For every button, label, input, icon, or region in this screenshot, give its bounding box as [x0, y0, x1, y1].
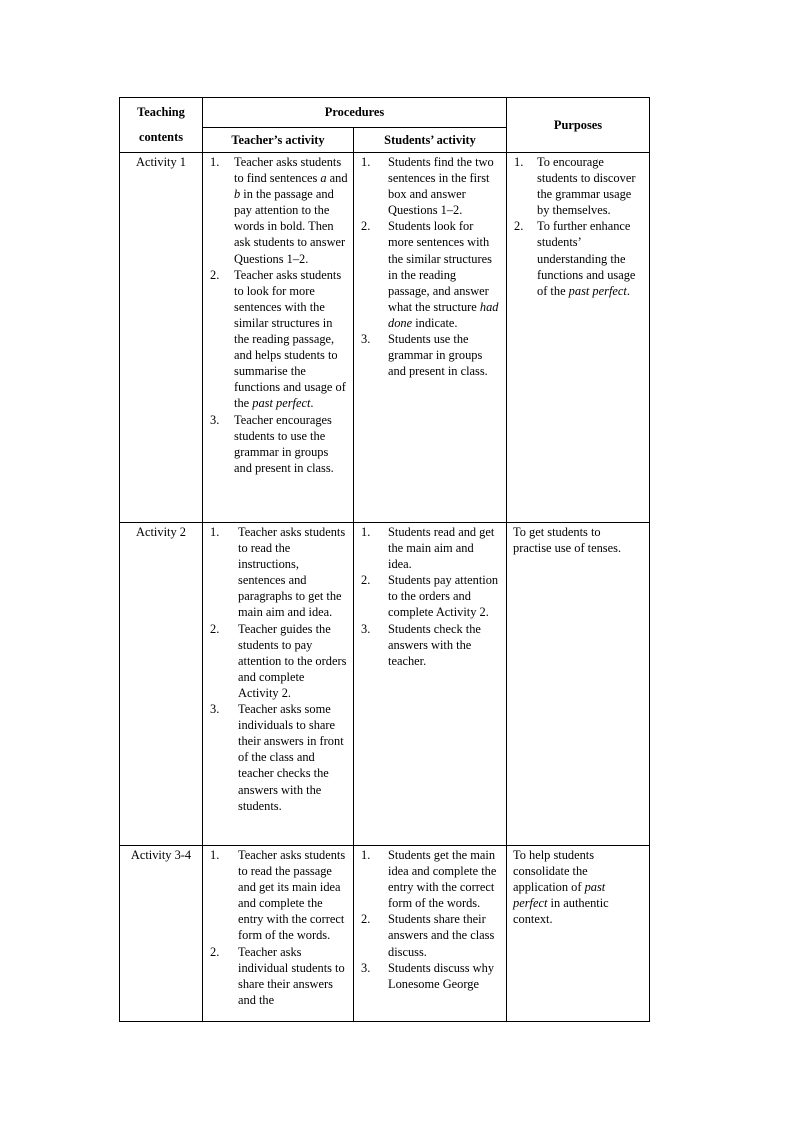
- list-item: 2. Students share their answers and the class discuss.: [361, 912, 495, 959]
- purpose-text: To help students consolidate the application of past perfect in authentic context.: [513, 848, 609, 927]
- header-procedures: Procedures: [203, 98, 507, 128]
- purposes-cell: [507, 846, 650, 1022]
- list-item: 1. Teacher asks students to find sentences a and b in the passage and pay attention to the words in bold. Then ask students to answer Questions 1–2.: [210, 155, 348, 266]
- activity-label: Activity 3-4: [120, 846, 203, 1022]
- activity-label: Activity 2: [120, 523, 203, 846]
- list-item: 3. Students check the answers with the teacher.: [361, 621, 481, 668]
- students-activity-cell: [354, 846, 507, 1022]
- purpose-text: To get students to practise use of tenses.: [513, 525, 622, 556]
- teacher-activity-cell: [203, 153, 354, 523]
- teacher-activity-cell: [203, 523, 354, 846]
- list-item: 2. To further enhance students’ understanding the functions and usage of the past perfect.: [514, 219, 636, 298]
- header-purposes: Purposes: [507, 98, 650, 153]
- header-students-activity: Students’ activity: [354, 127, 507, 152]
- list-item: 3. Teacher asks some individuals to share their answers in front of the class and teacher checks the answers with the students.: [210, 702, 344, 813]
- list-item: 1. Students get the main idea and complete the entry with the correct form of the words.: [361, 848, 497, 911]
- purposes-cell: [507, 523, 650, 846]
- list-item: 1. Students read and get the main aim and idea.: [361, 525, 495, 572]
- list-item: 1. To encourage students to discover the grammar usage by themselves.: [514, 155, 636, 218]
- list-item: 2. Teacher asks students to look for more sentences with the similar structures in the reading passage, and helps students to summarise the functions and usage of the past perfect.: [210, 267, 346, 411]
- list-item: 1. Teacher asks students to read the passage and get its main idea and complete the entry with the correct form of the words.: [210, 848, 346, 943]
- students-activity-cell: [354, 153, 507, 523]
- purposes-cell: [507, 153, 650, 523]
- list-item: 1. Teacher asks students to read the instructions, sentences and paragraphs to get the main aim and idea.: [210, 525, 346, 620]
- teacher-activity-cell: [203, 846, 354, 1022]
- table-row: [120, 846, 650, 1022]
- table-row: [120, 523, 650, 846]
- header-teaching-contents: Teaching contents: [120, 98, 203, 153]
- list-item: 2. Students look for more sentences with the similar structures in the reading passage, and answer what the structure had done indicate.: [361, 219, 499, 330]
- list-item: 2. Students pay attention to the orders and complete Activity 2.: [361, 573, 499, 620]
- students-activity-cell: [354, 523, 507, 846]
- list-item: 3. Teacher encourages students to use the grammar in groups and present in class.: [210, 412, 334, 475]
- activity-label: Activity 1: [120, 153, 203, 523]
- list-item: 2. Teacher asks individual students to share their answers and the: [210, 944, 345, 1007]
- header-teacher-activity: Teacher’s activity: [203, 127, 354, 152]
- lesson-plan-table: [119, 97, 650, 1022]
- list-item: 1. Students find the two sentences in the first box and answer Questions 1–2.: [361, 155, 494, 218]
- list-item: 3. Students use the grammar in groups and present in class.: [361, 332, 488, 379]
- list-item: 2. Teacher guides the students to pay attention to the orders and complete Activity 2.: [210, 621, 347, 700]
- table-row: [120, 153, 650, 523]
- list-item: 3. Students discuss why Lonesome George: [361, 960, 495, 991]
